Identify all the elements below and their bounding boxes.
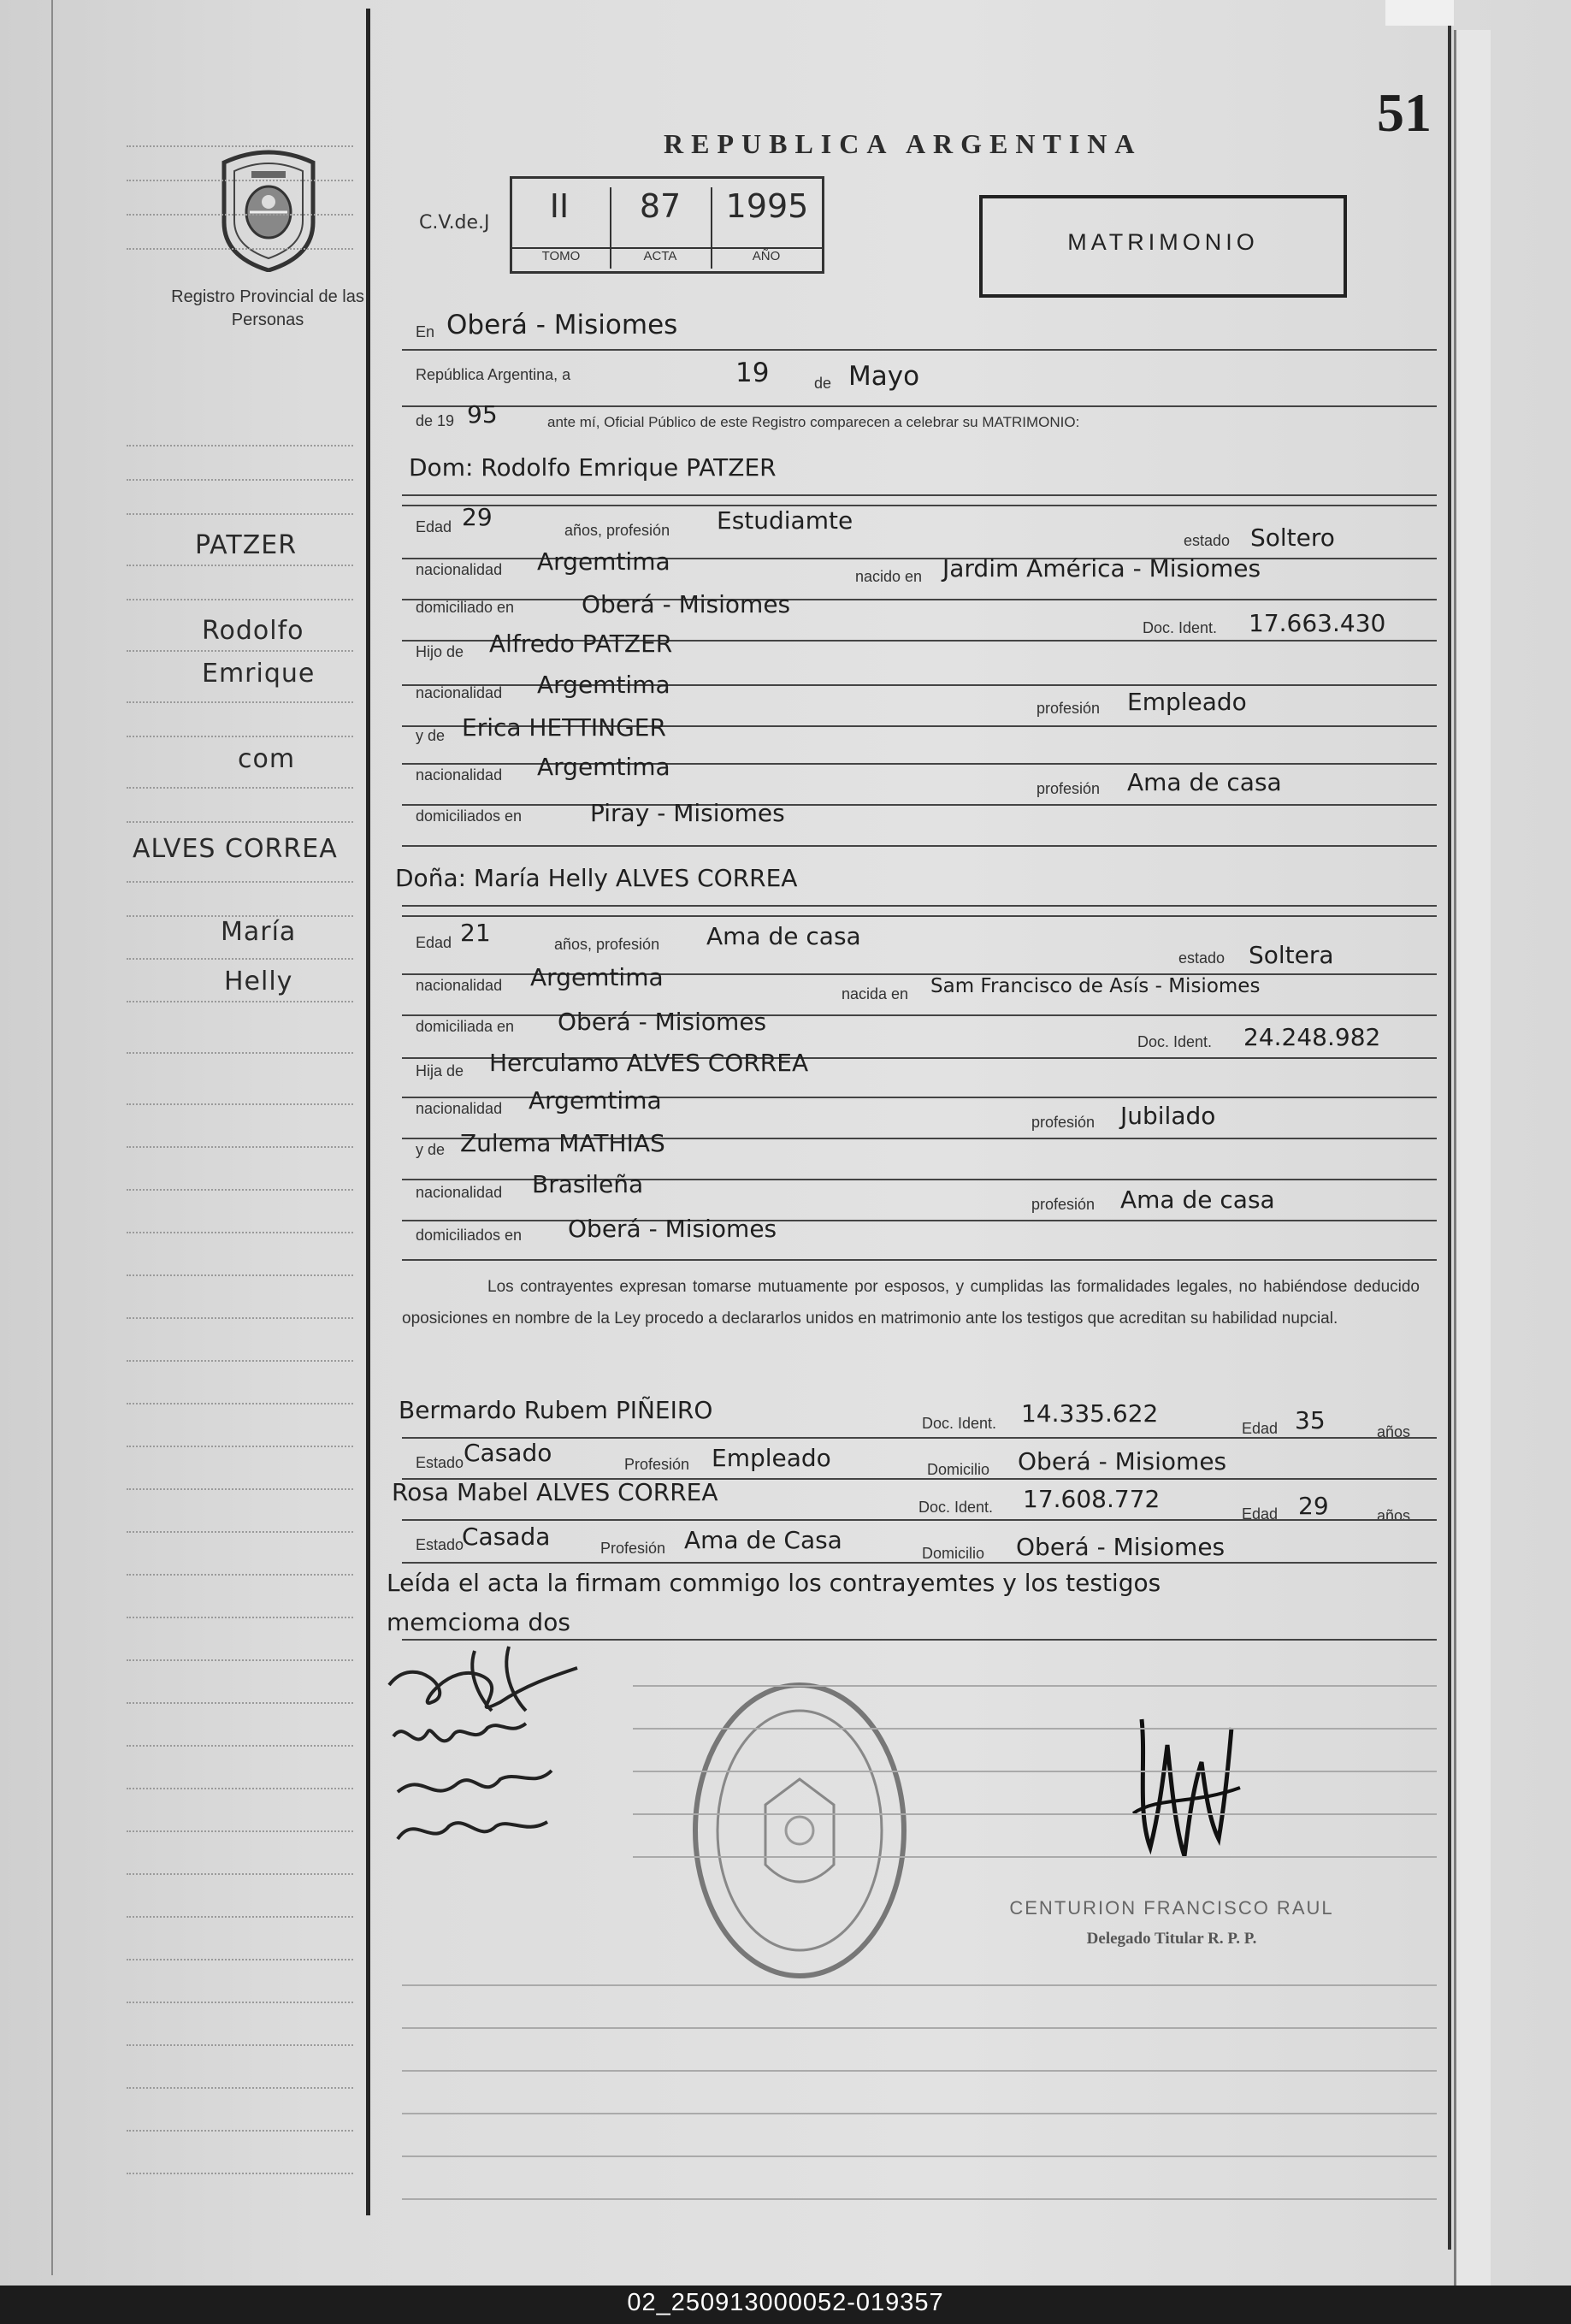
officer-role: Delegado Titular R. P. P.: [1086, 1930, 1257, 1948]
tomo-value: II: [549, 187, 570, 225]
margin-line: [127, 787, 353, 789]
witness-2-profession: Ama de Casa: [684, 1526, 842, 1554]
margin-line: [127, 650, 353, 652]
groom-name: Dom: Rodolfo Emrique PATZER: [409, 453, 777, 482]
mother-prof-label: profesión: [1031, 1196, 1096, 1213]
margin-line: [127, 2044, 353, 2046]
groom-father: Alfredo PATZER: [489, 630, 673, 658]
month-value: Mayo: [848, 361, 920, 392]
rule: [402, 845, 1437, 847]
status-label: Estado: [416, 1536, 464, 1553]
witness-2-status: Casada: [462, 1523, 551, 1551]
margin-line: [127, 701, 353, 703]
margin-note-name: María: [221, 917, 297, 947]
bride-nationality: Argemtima: [530, 963, 664, 991]
prof-label: Profesión: [624, 1456, 690, 1473]
rule: [402, 804, 1437, 806]
margin-note-name: Emrique: [202, 659, 316, 689]
rule: [402, 1984, 1437, 1986]
margin-line: [127, 1232, 353, 1233]
age-label: Edad: [416, 934, 452, 951]
acta-value: 87: [639, 187, 682, 225]
anio-value: 1995: [725, 187, 809, 225]
years-label: años: [1377, 1507, 1411, 1524]
groom-age: 29: [462, 503, 493, 531]
officer-name: CENTURION FRANCISCO RAUL: [1009, 1897, 1334, 1919]
bride-profession: Ama de casa: [706, 922, 861, 950]
margin-line: [127, 1052, 353, 1054]
father-nat-label: nacionalidad: [416, 1100, 503, 1117]
act-type: MATRIMONIO: [1067, 229, 1259, 255]
margin-line: [127, 1146, 353, 1148]
closing-line-2: memcioma dos: [387, 1608, 570, 1636]
margin-note-con: com: [238, 744, 296, 774]
margin-line: [127, 821, 353, 823]
groom-doc: 17.663.430: [1249, 609, 1386, 637]
domicile-label: Domicilio: [922, 1545, 985, 1562]
years-label: años: [1377, 1423, 1411, 1440]
bride-doc: 24.248.982: [1243, 1023, 1381, 1051]
tomo-label: TOMO: [512, 247, 610, 269]
groom-profession: Estudiamte: [717, 506, 853, 535]
margin-line: [127, 1873, 353, 1875]
status-label: estado: [1178, 949, 1225, 967]
margin-line: [127, 1317, 353, 1319]
registry-seal-stamp: [688, 1676, 911, 1984]
record-prefix: C.V.de.J: [419, 212, 490, 234]
years-profession-label: años, profesión: [564, 522, 670, 539]
bride-age: 21: [460, 919, 491, 947]
bride-mother-profession: Ama de casa: [1120, 1186, 1275, 1214]
rule: [633, 1813, 1437, 1815]
margin-line: [127, 1574, 353, 1576]
country-title: REPUBLICA ARGENTINA: [664, 128, 1143, 159]
groom-mother-nationality: Argemtima: [537, 753, 670, 781]
mother-nat-label: nacionalidad: [416, 1184, 503, 1201]
margin-line: [127, 1531, 353, 1533]
father-prof-label: profesión: [1037, 700, 1101, 717]
margin-line: [127, 479, 353, 481]
groom-mother: Erica HETTINGER: [462, 713, 666, 742]
legal-statement: Los contrayentes expresan tomarse mutuamente por esposos, y cumplidas las formalidades legales, no habiéndose deducido oposiciones en nombre de la Ley procedo a declararlos unidos en matrimonio ante los testigos que acreditan su habilidad nupcial.: [402, 1278, 1420, 1328]
closing-line-1: Leída el acta la firmam commigo los contrayemtes y los testigos: [387, 1569, 1161, 1597]
margin-line: [127, 1001, 353, 1002]
rule: [402, 349, 1437, 351]
father-nat-label: nacionalidad: [416, 684, 503, 701]
domicile-label: Domicilio: [927, 1461, 990, 1478]
margin-line: [127, 1446, 353, 1447]
bride-father: Herculamo ALVES CORREA: [489, 1049, 809, 1077]
margin-line: [127, 1360, 353, 1362]
father-label: Hija de: [416, 1062, 464, 1079]
declaration-text: ante mí, Oficial Público de este Registro comparecen a celebrar su MATRIMONIO:: [547, 414, 1080, 430]
en-label: En: [416, 323, 435, 340]
groom-parents-domicile: Piray - Misiomes: [590, 799, 785, 827]
margin-line: [127, 1274, 353, 1276]
status-label: Estado: [416, 1454, 464, 1471]
doc-label: Doc. Ident.: [922, 1415, 997, 1432]
age-label: Edad: [1242, 1505, 1279, 1523]
groom-mother-profession: Ama de casa: [1127, 768, 1282, 796]
bride-mother-nationality: Brasileña: [532, 1170, 644, 1198]
witness-2-doc: 17.608.772: [1023, 1485, 1161, 1513]
rule: [402, 505, 1437, 506]
page-top-edge: [1385, 0, 1454, 26]
groom-domicile: Oberá - Misiomes: [582, 590, 791, 618]
status-label: estado: [1184, 532, 1231, 549]
groom-father-nationality: Argemtima: [537, 671, 670, 699]
year-label: de 19: [416, 412, 455, 429]
margin-line: [127, 736, 353, 737]
mother-prof-label: profesión: [1037, 780, 1101, 797]
margin-line: [127, 214, 353, 216]
witness-2-name: Rosa Mabel ALVES CORREA: [392, 1478, 718, 1506]
margin-line: [127, 1830, 353, 1832]
record-table: [510, 176, 824, 274]
page-number: 51: [1377, 82, 1432, 143]
margin-line: [127, 1959, 353, 1960]
margin-line: [127, 881, 353, 883]
rule: [402, 915, 1437, 917]
acta-label: ACTA: [610, 247, 711, 269]
bride-father-profession: Jubilado: [1120, 1102, 1216, 1130]
right-border-rule: [1448, 26, 1451, 2250]
de-label: de: [814, 375, 832, 392]
groom-status: Soltero: [1250, 523, 1335, 552]
witness-1-name: Bermardo Rubem PIÑEIRO: [399, 1396, 713, 1424]
groom-father-profession: Empleado: [1127, 688, 1247, 716]
margin-line: [127, 2173, 353, 2174]
bride-domicile: Oberá - Misiomes: [558, 1008, 767, 1036]
image-code: 02_250913000052-019357: [627, 2289, 944, 2316]
bride-father-nationality: Argemtima: [529, 1086, 662, 1115]
bride-mother: Zulema MATHIAS: [460, 1129, 665, 1157]
age-label: Edad: [416, 518, 452, 535]
margin-line: [127, 1916, 353, 1918]
margin-line: [127, 248, 353, 250]
margin-note-surname: PATZER: [195, 530, 298, 560]
margin-line: [127, 1788, 353, 1789]
rule: [402, 2070, 1437, 2072]
margin-line: [127, 1189, 353, 1191]
rule: [402, 2113, 1437, 2114]
margin-line: [127, 1659, 353, 1661]
margin-line: [127, 2002, 353, 2003]
rule: [402, 1259, 1437, 1261]
bride-birthplace: Sam Francisco de Asís - Misiomes: [930, 975, 1261, 997]
bride-parents-domicile: Oberá - Misiomes: [568, 1215, 777, 1243]
rule: [402, 1562, 1437, 1564]
father-prof-label: profesión: [1031, 1114, 1096, 1131]
margin-line: [127, 1617, 353, 1618]
rule: [402, 905, 1437, 907]
margin-rule: [366, 9, 370, 2215]
margin-line: [127, 1745, 353, 1747]
doc-label: Doc. Ident.: [1137, 1033, 1213, 1050]
margin-line: [127, 1702, 353, 1704]
margin-line: [127, 2087, 353, 2089]
mother-label: y de: [416, 727, 446, 744]
bride-name: Doña: María Helly ALVES CORREA: [395, 864, 798, 892]
rule: [402, 1220, 1437, 1221]
contracting-parties-signatures: [381, 1642, 603, 1865]
margin-line: [127, 145, 353, 147]
rule: [402, 1437, 1437, 1439]
witness-1-domicile: Oberá - Misiomes: [1018, 1447, 1227, 1475]
born-label: nacido en: [855, 568, 923, 585]
witness-2-domicile: Oberá - Misiomes: [1016, 1533, 1225, 1561]
act-type-box: [979, 195, 1347, 298]
officer-signature: [1125, 1711, 1244, 1873]
groom-nationality: Argemtima: [537, 547, 670, 576]
domicile-label: domiciliado en: [416, 599, 515, 616]
doc-label: Doc. Ident.: [918, 1499, 994, 1516]
margin-line: [127, 1403, 353, 1404]
doc-label: Doc. Ident.: [1143, 619, 1218, 636]
registry-title: Registro Provincial de las Personas: [171, 287, 364, 329]
rule: [402, 2155, 1437, 2157]
rule: [633, 1856, 1437, 1858]
nationality-label: nacionalidad: [416, 977, 503, 994]
rule: [402, 1639, 1437, 1641]
father-label: Hijo de: [416, 643, 464, 660]
parents-dom-label: domiciliados en: [416, 1227, 523, 1244]
nationality-label: nacionalidad: [416, 561, 503, 578]
year-value: 95: [467, 400, 498, 429]
margin-line: [127, 1488, 353, 1490]
page-edge: [1454, 30, 1491, 2286]
groom-birthplace: Jardim América - Misiomes: [942, 554, 1261, 582]
rule: [402, 599, 1437, 600]
margin-line: [127, 180, 353, 181]
rule: [402, 1519, 1437, 1521]
province-crest-icon: [216, 145, 322, 272]
anio-label: AÑO: [711, 247, 822, 269]
mother-nat-label: nacionalidad: [416, 766, 503, 784]
rule: [633, 1771, 1437, 1772]
witness-1-age: 35: [1295, 1406, 1326, 1434]
witness-1-status: Casado: [464, 1439, 552, 1467]
margin-line: [127, 565, 353, 566]
domicile-label: domiciliada en: [416, 1018, 515, 1035]
rule: [633, 1685, 1437, 1687]
margin-note-name: Helly: [224, 967, 293, 996]
day-value: 19: [735, 358, 770, 388]
margin-note-surname: ALVES CORREA: [133, 834, 338, 864]
mother-label: y de: [416, 1141, 446, 1158]
left-margin-rule: [51, 0, 53, 2275]
margin-note-name: Rodolfo: [202, 616, 304, 646]
born-label: nacida en: [842, 985, 909, 1002]
margin-line: [127, 2130, 353, 2132]
margin-line: [127, 1103, 353, 1105]
margin-line: [127, 445, 353, 446]
rule: [402, 2027, 1437, 2029]
prof-label: Profesión: [600, 1540, 666, 1557]
rule: [633, 1728, 1437, 1730]
rule: [402, 405, 1437, 407]
place-value: Oberá - Misiomes: [446, 310, 678, 340]
rule: [402, 2198, 1437, 2200]
years-profession-label: años, profesión: [554, 936, 660, 953]
witness-1-doc: 14.335.622: [1021, 1399, 1159, 1428]
witness-1-profession: Empleado: [712, 1444, 831, 1472]
rule: [402, 494, 1437, 496]
republica-label: República Argentina, a: [416, 366, 571, 383]
margin-line: [127, 599, 353, 600]
margin-line: [127, 513, 353, 515]
age-label: Edad: [1242, 1420, 1279, 1437]
margin-line: [127, 958, 353, 960]
bride-status: Soltera: [1249, 941, 1334, 969]
parents-dom-label: domiciliados en: [416, 807, 523, 825]
witness-2-age: 29: [1298, 1492, 1329, 1520]
